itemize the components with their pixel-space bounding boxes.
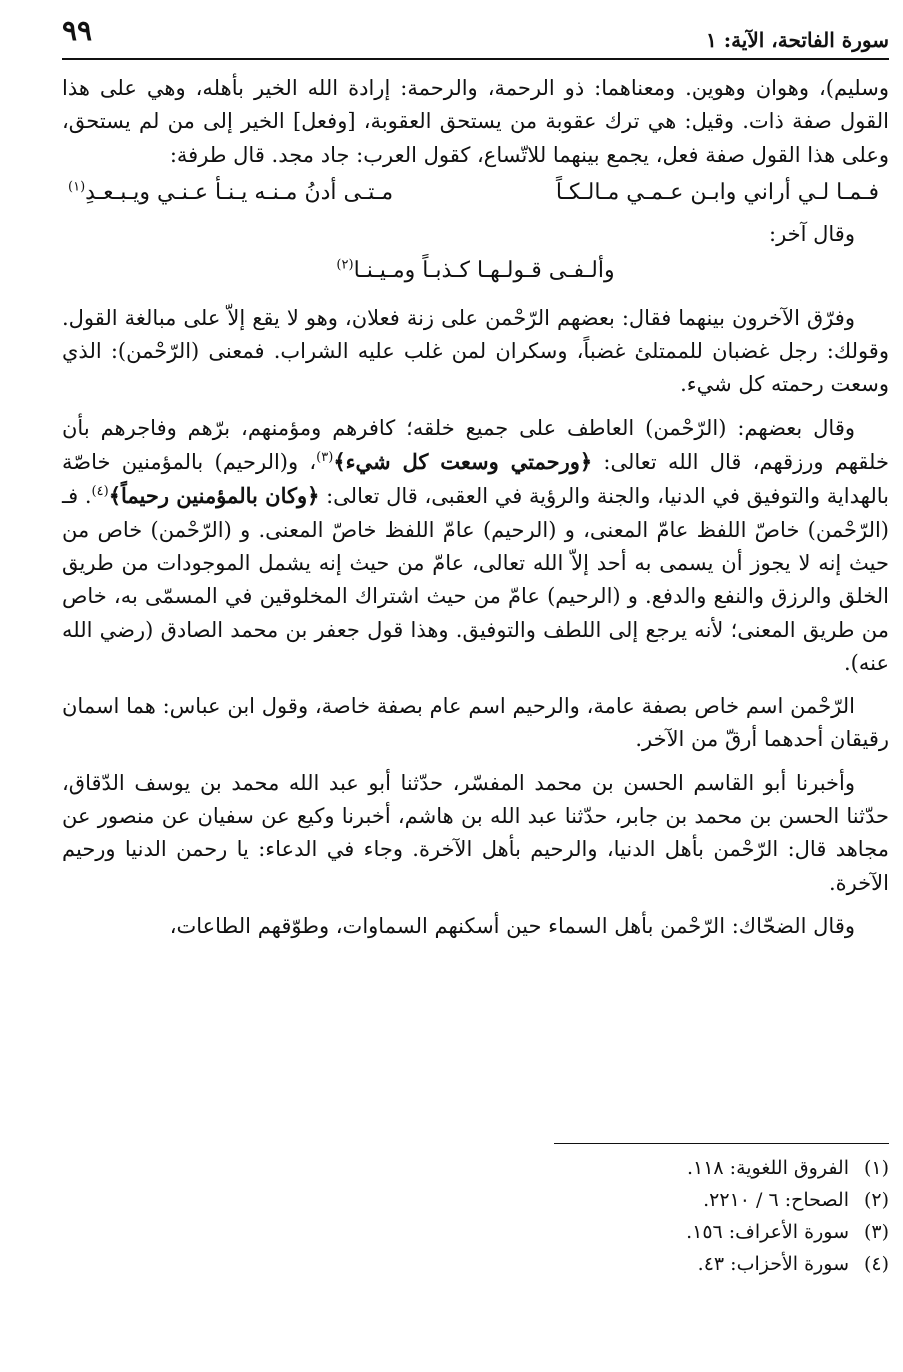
footnote-text: سورة الأعراف: ١٥٦. xyxy=(686,1221,849,1243)
footnote-item xyxy=(62,1152,889,1184)
footnote-number: (٤) xyxy=(863,1253,889,1275)
footnote-marker: (١) xyxy=(68,179,86,195)
page-header xyxy=(62,10,889,60)
quran-quote: ﴿وكان بالمؤمنين رحيماً﴾ xyxy=(108,483,320,509)
paragraph-text: ، و(الرحيم) بالمؤمنين خاصّة بالهداية والتوفيق في الدنيا، والجنة والرؤية في العقبى، قال تعالى: xyxy=(62,450,889,509)
verse-intro: وقال آخر: xyxy=(769,221,855,246)
main-text xyxy=(62,72,889,943)
paragraph-text: . فـ (الرّحْمن) خاصّ اللفظ عامّ المعنى، و (الرحيم) عامّ اللفظ خاصّ المعنى. و (الرّحْمن) خاص من حيث إنه لا يجوز أن يسمى به أحد إلاّ الله تعالى، عامّ من حيث إنه يشمل الموجودات من طريق الخلق والرزق والنفع والدفع. و (الرحيم) عامّ من حيث اشتراك المخلوقين في المسمّى به، خاص من طريق المعنى؛ لأنه يرجع إلى اللطف والتوفيق. وهذا قول جعفر بن محمد الصادق (رضي الله عنه). xyxy=(62,484,889,675)
paragraph xyxy=(62,412,889,680)
verse-hemistich-first: فـمـا لـي أراني وابـن عـمـي مـالـكـاً xyxy=(555,179,879,205)
verse-hemistich-second xyxy=(68,176,393,209)
paragraph: الرّحْمن اسم خاص بصفة عامة، والرحيم اسم عام بصفة خاصة، وقول ابن عباس: هما اسمان رقيقان أحدهما أرقّ من الآخر. xyxy=(62,694,889,752)
footnotes xyxy=(62,1152,889,1280)
footnote-divider xyxy=(554,1143,889,1144)
running-title: سورة الفاتحة، الآية: ١ xyxy=(705,28,889,52)
footnote-marker: (٤) xyxy=(91,484,109,500)
footnote-number: (٣) xyxy=(863,1221,889,1243)
poem-verse xyxy=(62,176,889,218)
footnote-item xyxy=(62,1184,889,1216)
page-number: ٩٩ xyxy=(62,14,93,47)
verse-text: وألـفـى قـولـهـا كـذبـاً ومـيـنـا xyxy=(353,257,615,283)
paragraph: وقال الضحّاك: الرّحْمن بأهل السماء حين أسكنهم السماوات، وطوّقهم الطاعات، xyxy=(169,913,855,938)
paragraph: وفرّق الآخرون بينهما فقال: بعضهم الرّحْمن على زنة فعلان، وهو لا يقع إلاّ على مبالغة القول. وقولك: رجل غضبان للممتلئ غضباً، وسكران لمن غلب عليه الشراب. فمعنى (الرّحْمن): الذي وسعت رحمته كل شيء. xyxy=(62,305,889,397)
footnote-text: الفروق اللغوية: ١١٨. xyxy=(686,1157,849,1179)
paragraph: وأخبرنا أبو القاسم الحسن بن محمد المفسّر، حدّثنا أبو عبد الله محمد بن يوسف الدّقاق، حدّثنا الحسن بن محمد بن جابر، حدّثنا عبد الله بن هاشم، أخبرنا وكيع عن سفيان عن منصور عن مجاهد قال: الرّحْمن بأهل الدنيا، والرحيم بأهل الآخرة. وجاء في الدعاء: يا رحمن الدنيا ورحيم الآخرة. xyxy=(62,770,889,895)
footnote-item xyxy=(62,1216,889,1248)
footnote-number: (١) xyxy=(863,1157,889,1179)
footnote-number: (٢) xyxy=(863,1189,889,1211)
footnote-text: الصحاح: ٦ / ٢٢١٠. xyxy=(703,1189,849,1211)
footnote-marker: (٣) xyxy=(316,450,334,466)
verse-hemistich-second-text: مـتـى أدنُ مـنـه يـنـأ عـنـي ويـبـعـدِ xyxy=(85,179,394,205)
poem-verse-centered xyxy=(62,254,889,302)
paragraph-text: وقال بعضهم: (الرّحْمن) العاطف على جميع خلقه؛ كافرهم ومؤمنهم، برّهم وفاجرهم بأن خلقهم ورزقهم، قال الله تعالى: xyxy=(62,415,889,475)
footnote-item xyxy=(62,1248,889,1280)
footnote-marker: (٢) xyxy=(336,257,354,273)
footnote-text: سورة الأحزاب: ٤٣. xyxy=(697,1253,849,1275)
quran-quote: ﴿ورحمتي وسعت كل شيء﴾ xyxy=(333,449,593,475)
paragraph: وسليم)، وهوان وهوين. ومعناهما: ذو الرحمة، والرحمة: إرادة الله الخير بأهله، وهي على هذا القول صفة ذات. وقيل: هي ترك عقوبة من يستحق العقوبة، [وفعل] الخير إلى من لم يستحق، وعلى هذا القول صفة فعل، يجمع بينهما للاتّساع، كقول العرب: جاد مجد. قال طرفة: xyxy=(62,76,889,167)
